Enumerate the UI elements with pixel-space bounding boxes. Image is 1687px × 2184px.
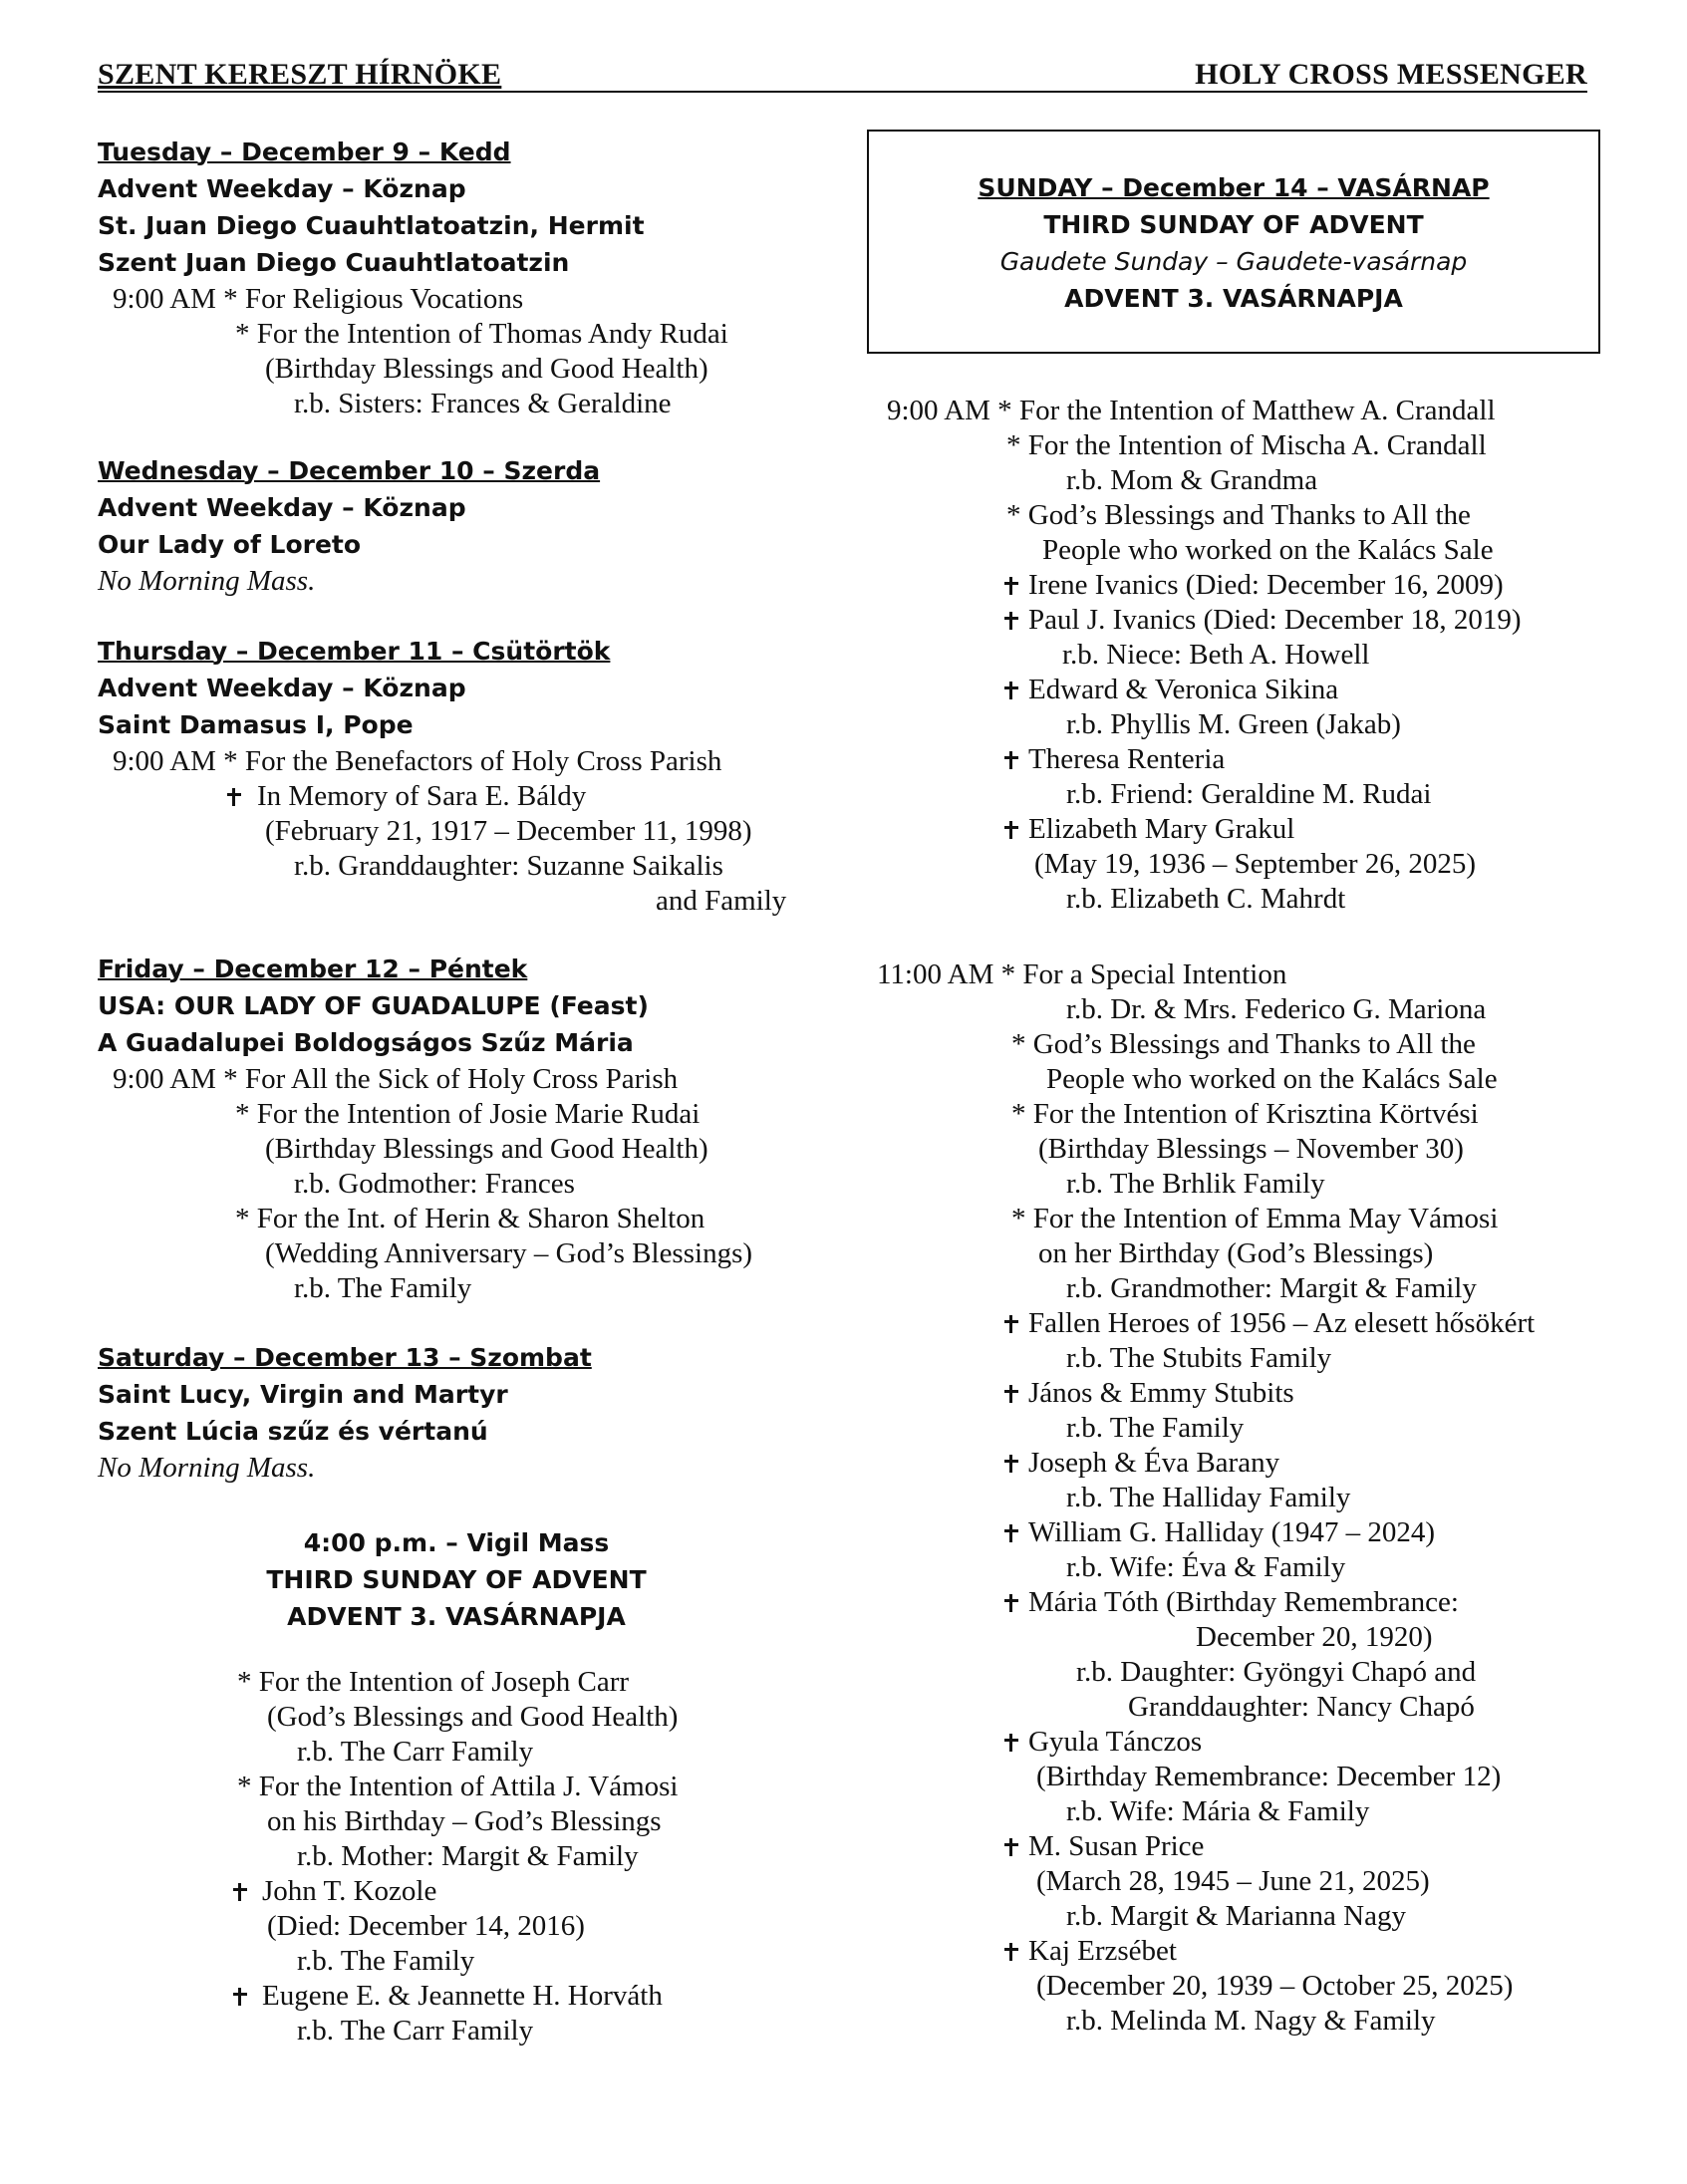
memorial-entry: William G. Halliday (1947 – 2024)	[1028, 1516, 1435, 1548]
requested-by: r.b. The Brhlik Family	[1066, 1168, 1325, 1200]
mass-entry: December 20, 1920)	[1196, 1621, 1433, 1653]
wednesday-date-heading: Wednesday – December 10 – Szerda	[98, 456, 601, 485]
requested-by: r.b. Mom & Grandma	[1066, 464, 1318, 496]
mass-entry: (December 20, 1939 – October 25, 2025)	[1036, 1970, 1514, 2002]
requested-by: r.b. The Stubits Family	[1066, 1342, 1332, 1374]
saturday-line: Szent Lúcia szűz és vértanú	[98, 1417, 488, 1446]
mass-entry: (May 19, 1936 – September 26, 2025)	[1034, 848, 1476, 880]
cross-icon	[1004, 612, 1018, 630]
mass-entry: (Birthday Blessings – November 30)	[1038, 1133, 1464, 1165]
requested-by: and Family	[656, 885, 787, 917]
requested-by: r.b. The Family	[294, 1272, 472, 1304]
mass-entry: (March 28, 1945 – June 21, 2025)	[1036, 1865, 1430, 1897]
mass-entry: * For the Intention of Thomas Andy Rudai	[235, 318, 728, 350]
sunday-title: THIRD SUNDAY OF ADVENT	[1043, 210, 1424, 239]
sunday-date-heading: SUNDAY – December 14 – VASÁRNAP	[978, 173, 1490, 202]
requested-by: r.b. Mother: Margit & Family	[297, 1840, 639, 1872]
mass-entry: People who worked on the Kalács Sale	[1042, 534, 1494, 566]
saturday-note: No Morning Mass.	[98, 1452, 316, 1484]
mass-entry: 9:00 AM * For the Benefactors of Holy Cross Parish	[113, 745, 722, 777]
requested-by: r.b. Margit & Marianna Nagy	[1066, 1900, 1406, 1932]
wednesday-note: No Morning Mass.	[98, 565, 316, 597]
cross-icon	[233, 1883, 247, 1901]
requested-by: r.b. Niece: Beth A. Howell	[1062, 639, 1370, 671]
mass-entry: 9:00 AM * For All the Sick of Holy Cross Parish	[113, 1063, 679, 1095]
memorial-entry: John T. Kozole	[262, 1875, 437, 1907]
sunday-subtitle: Gaudete Sunday – Gaudete-vasárnap	[999, 247, 1468, 276]
thursday-date-heading: Thursday – December 11 – Csütörtök	[98, 637, 611, 666]
mass-entry: (God’s Blessings and Good Health)	[267, 1701, 679, 1733]
memorial-entry: Paul J. Ivanics (Died: December 18, 2019)	[1028, 604, 1522, 636]
cross-icon	[233, 1988, 247, 2006]
requested-by: r.b. The Halliday Family	[1066, 1482, 1351, 1513]
tuesday-line: St. Juan Diego Cuauhtlatoatzin, Hermit	[98, 211, 645, 240]
mass-entry: * God’s Blessings and Thanks to All the	[1006, 499, 1471, 531]
wednesday-line: Advent Weekday – Köznap	[98, 493, 466, 522]
requested-by: r.b. Wife: Éva & Family	[1066, 1551, 1346, 1583]
memorial-entry: Edward & Veronica Sikina	[1028, 674, 1339, 705]
mass-entry: * For the Intention of Mischa A. Crandall	[1006, 429, 1487, 461]
cross-icon	[1004, 1455, 1018, 1473]
thursday-line: Saint Damasus I, Pope	[98, 710, 414, 739]
vigil-heading: THIRD SUNDAY OF ADVENT	[266, 1565, 647, 1594]
mass-entry: * For the Intention of Emma May Vámosi	[1011, 1203, 1499, 1234]
friday-date-heading: Friday – December 12 – Péntek	[98, 955, 528, 983]
mass-entry: * God’s Blessings and Thanks to All the	[1011, 1028, 1476, 1060]
mass-entry: 9:00 AM * For Religious Vocations	[113, 283, 524, 315]
header-right-title: HOLY CROSS MESSENGER	[1195, 58, 1587, 91]
mass-entry: on her Birthday (God’s Blessings)	[1038, 1237, 1434, 1269]
memorial-entry: Theresa Renteria	[1028, 743, 1226, 775]
cross-icon	[1004, 1524, 1018, 1542]
sunday-title-hu: ADVENT 3. VASÁRNAPJA	[1064, 284, 1403, 313]
mass-entry: * For the Intention of Joseph Carr	[237, 1666, 630, 1698]
mass-entry: on his Birthday – God’s Blessings	[267, 1805, 662, 1837]
memorial-entry: Joseph & Éva Barany	[1028, 1447, 1280, 1479]
cross-icon	[1004, 821, 1018, 839]
mass-entry: * For the Intention of Attila J. Vámosi	[237, 1771, 679, 1802]
wednesday-line: Our Lady of Loreto	[98, 530, 362, 559]
memorial-entry: Eugene E. & Jeannette H. Horváth	[262, 1980, 663, 2012]
mass-entry: (Birthday Blessings and Good Health)	[265, 1133, 708, 1165]
memorial-entry: Mária Tóth (Birthday Remembrance:	[1028, 1586, 1459, 1618]
requested-by: r.b. The Carr Family	[297, 2015, 534, 2047]
requested-by: r.b. Friend: Geraldine M. Rudai	[1066, 778, 1432, 810]
mass-entry: 11:00 AM * For a Special Intention	[877, 958, 1287, 990]
tuesday-line: Advent Weekday – Köznap	[98, 174, 466, 203]
cross-icon	[1004, 1838, 1018, 1856]
vigil-heading: ADVENT 3. VASÁRNAPJA	[287, 1602, 626, 1631]
memorial-entry: Irene Ivanics (Died: December 16, 2009)	[1028, 569, 1504, 601]
requested-by: r.b. The Carr Family	[297, 1736, 534, 1768]
requested-by: r.b. Godmother: Frances	[294, 1168, 575, 1200]
sunday-title-box	[867, 130, 1600, 354]
requested-by: r.b. Grandmother: Margit & Family	[1066, 1272, 1477, 1304]
mass-entry: 9:00 AM * For the Intention of Matthew A. Crandall	[887, 395, 1496, 426]
tuesday-date-heading: Tuesday – December 9 – Kedd	[98, 137, 511, 166]
saturday-line: Saint Lucy, Virgin and Martyr	[98, 1380, 508, 1409]
header-rule	[98, 91, 1587, 93]
mass-entry: * For the Intention of Josie Marie Rudai	[235, 1098, 701, 1130]
requested-by: r.b. Wife: Mária & Family	[1066, 1795, 1370, 1827]
mass-entry: (Wedding Anniversary – God’s Blessings)	[265, 1237, 753, 1269]
cross-icon	[1004, 1943, 1018, 1961]
mass-entry: People who worked on the Kalács Sale	[1046, 1063, 1498, 1095]
mass-entry: (Died: December 14, 2016)	[267, 1910, 585, 1942]
saturday-date-heading: Saturday – December 13 – Szombat	[98, 1343, 592, 1372]
requested-by: r.b. The Family	[1066, 1412, 1245, 1444]
mass-entry: * For the Intention of Krisztina Körtvési	[1011, 1098, 1479, 1130]
mass-entry: * For the Int. of Herin & Sharon Shelton	[235, 1203, 705, 1234]
friday-line: USA: OUR LADY OF GUADALUPE (Feast)	[98, 991, 649, 1020]
requested-by: r.b. The Family	[297, 1945, 475, 1977]
cross-icon	[1004, 682, 1018, 699]
tuesday-line: Szent Juan Diego Cuauhtlatoatzin	[98, 248, 570, 277]
memorial-entry: M. Susan Price	[1028, 1830, 1205, 1862]
memorial-entry: Elizabeth Mary Grakul	[1028, 813, 1295, 845]
requested-by: r.b. Dr. & Mrs. Federico G. Mariona	[1066, 993, 1487, 1025]
requested-by: r.b. Daughter: Gyöngyi Chapó and	[1076, 1656, 1477, 1688]
memorial-entry: János & Emmy Stubits	[1028, 1377, 1294, 1409]
requested-by: r.b. Melinda M. Nagy & Family	[1066, 2005, 1436, 2037]
cross-icon	[1004, 1734, 1018, 1752]
vigil-heading: 4:00 p.m. – Vigil Mass	[303, 1528, 610, 1557]
memorial-entry: Fallen Heroes of 1956 – Az elesett hősökért	[1028, 1307, 1536, 1339]
requested-by: Granddaughter: Nancy Chapó	[1128, 1691, 1475, 1723]
mass-entry: (Birthday Remembrance: December 12)	[1036, 1761, 1502, 1792]
cross-icon	[1004, 751, 1018, 769]
memorial-entry: Gyula Tánczos	[1028, 1726, 1203, 1758]
header-left-title: SZENT KERESZT HÍRNÖKE	[98, 58, 502, 91]
thursday-line: Advent Weekday – Köznap	[98, 674, 466, 702]
memorial-entry: In Memory of Sara E. Báldy	[257, 780, 587, 812]
mass-entry: (February 21, 1917 – December 11, 1998)	[265, 815, 752, 847]
cross-icon	[227, 788, 241, 806]
requested-by: r.b. Sisters: Frances & Geraldine	[294, 388, 672, 419]
requested-by: r.b. Granddaughter: Suzanne Saikalis	[294, 850, 723, 882]
cross-icon	[1004, 1315, 1018, 1333]
mass-entry: (Birthday Blessings and Good Health)	[265, 353, 708, 385]
cross-icon	[1004, 1385, 1018, 1403]
friday-line: A Guadalupei Boldogságos Szűz Mária	[98, 1028, 634, 1057]
requested-by: r.b. Elizabeth C. Mahrdt	[1066, 883, 1346, 915]
cross-icon	[1004, 577, 1018, 595]
memorial-entry: Kaj Erzsébet	[1028, 1935, 1177, 1967]
cross-icon	[1004, 1594, 1018, 1612]
requested-by: r.b. Phyllis M. Green (Jakab)	[1066, 708, 1401, 740]
